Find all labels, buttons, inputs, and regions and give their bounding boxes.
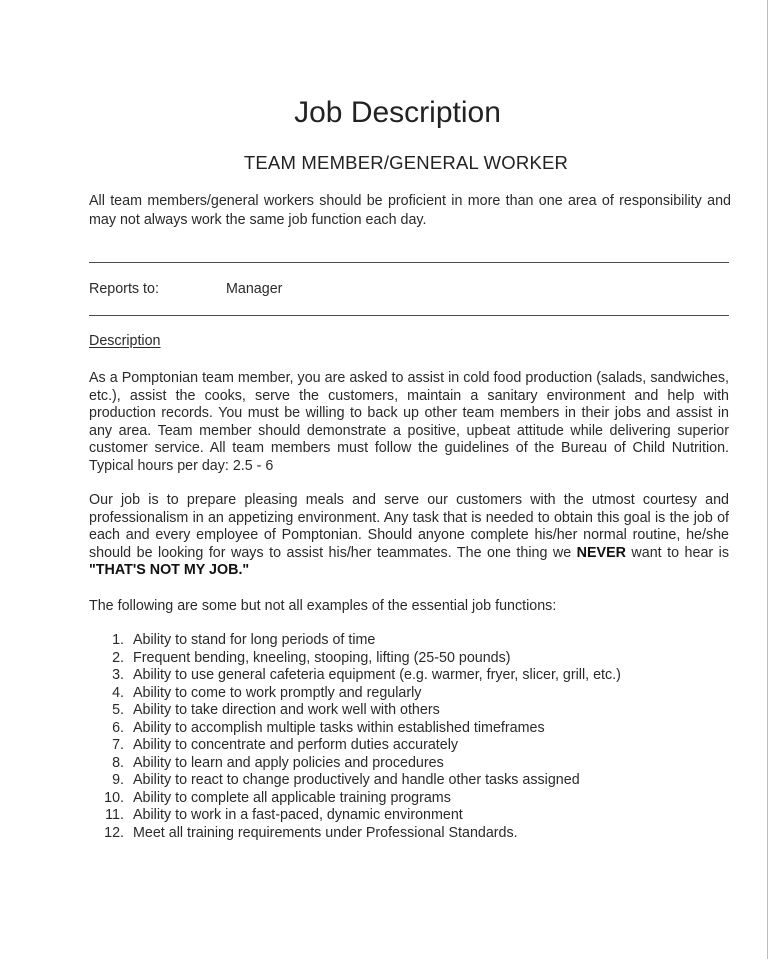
list-item-text: Ability to complete all applicable training programs <box>133 789 451 806</box>
functions-intro: The following are some but not all examples of the essential job functions: <box>89 598 557 614</box>
list-item-text: Ability to use general cafeteria equipment (e.g. warmer, fryer, slicer, grill, etc.) <box>133 667 621 683</box>
list-item-text: Ability to work in a fast-paced, dynamic environment <box>133 807 463 823</box>
list-item-number: 6. <box>112 719 124 736</box>
list-item-number: 9. <box>112 772 124 788</box>
mission-text-part1: Our job is to prepare pleasing meals and serve our customers with the utmost courtesy and professionalism in an appetizing environment. Any task that is needed to obtain this goal is the job of each and every employee of Pomptonian. Should anyone complete his/her normal routine, he/she should be looking for ways to assist his/her teammates. The one thing we <box>89 492 729 561</box>
list-item <box>100 702 720 720</box>
list-item-text: Frequent bending, kneeling, stooping, lifting (25-50 pounds) <box>133 649 511 666</box>
list-item <box>100 667 720 685</box>
list-item-number: 3. <box>112 667 124 683</box>
reports-to-label: Reports to: <box>89 281 159 297</box>
list-item-text: Ability to stand for long periods of time <box>133 632 376 648</box>
description-heading: Description <box>89 333 161 349</box>
list-item <box>100 790 720 808</box>
reports-to-value: Manager <box>226 281 283 297</box>
list-item <box>100 632 720 650</box>
job-title: TEAM MEMBER/GENERAL WORKER <box>243 152 569 173</box>
job-functions-list <box>100 632 720 842</box>
list-item-text: Ability to react to change productively and handle other tasks assigned <box>133 772 580 788</box>
mission-emphasis-quote: "THAT'S NOT MY JOB." <box>89 562 250 579</box>
scan-edge-line <box>767 0 768 959</box>
list-item-number: 8. <box>112 754 124 771</box>
list-item-number: 2. <box>112 649 124 666</box>
list-item <box>100 772 720 790</box>
list-item-text: Ability to come to work promptly and regularly <box>133 684 422 701</box>
mission-paragraph <box>89 492 729 580</box>
intro-text: All team members/general workers should be proficient in more than one area of responsibility and may not always work the same job function each day. <box>89 193 731 228</box>
list-item <box>100 807 720 825</box>
list-item <box>100 720 720 738</box>
list-item <box>100 737 720 755</box>
list-item-text: Ability to concentrate and perform duties accurately <box>133 737 459 753</box>
description-paragraph: As a Pomptonian team member, you are asked to assist in cold food production (salads, sandwiches, etc.), assist the cooks, serve the customers, maintain a sanitary environment and help with production records. You must be willing to back up other team members in their jobs and assist in any area. Team member should demonstrate a positive, upbeat attitude while delivering superior customer service. All team members must follow the guidelines of the Bureau of Child Nutrition. Typical hours per day: 2.5 - 6 <box>89 370 729 474</box>
list-item-text: Ability to take direction and work well with others <box>133 702 440 718</box>
list-item-text: Meet all training requirements under Professional Standards. <box>133 824 518 841</box>
list-item <box>100 825 720 843</box>
list-item-number: 4. <box>112 684 124 701</box>
document-title: Job Description <box>294 96 501 129</box>
list-item <box>100 685 720 703</box>
mission-text-part2: want to hear is <box>625 544 729 561</box>
list-item-text: Ability to learn and apply policies and procedures <box>133 754 444 771</box>
divider-bottom <box>89 315 729 316</box>
list-item <box>100 650 720 668</box>
list-item-number: 11. <box>105 807 124 823</box>
list-item-number: 1. <box>112 632 124 648</box>
list-item-number: 12. <box>104 824 124 841</box>
list-item-number: 7. <box>112 737 124 753</box>
mission-emphasis-never: NEVER <box>576 544 626 561</box>
list-item-number: 5. <box>112 702 124 718</box>
list-item-number: 10. <box>104 789 124 806</box>
list-item <box>100 755 720 773</box>
divider-top <box>89 262 729 263</box>
list-item-text: Ability to accomplish multiple tasks within established timeframes <box>133 719 545 736</box>
